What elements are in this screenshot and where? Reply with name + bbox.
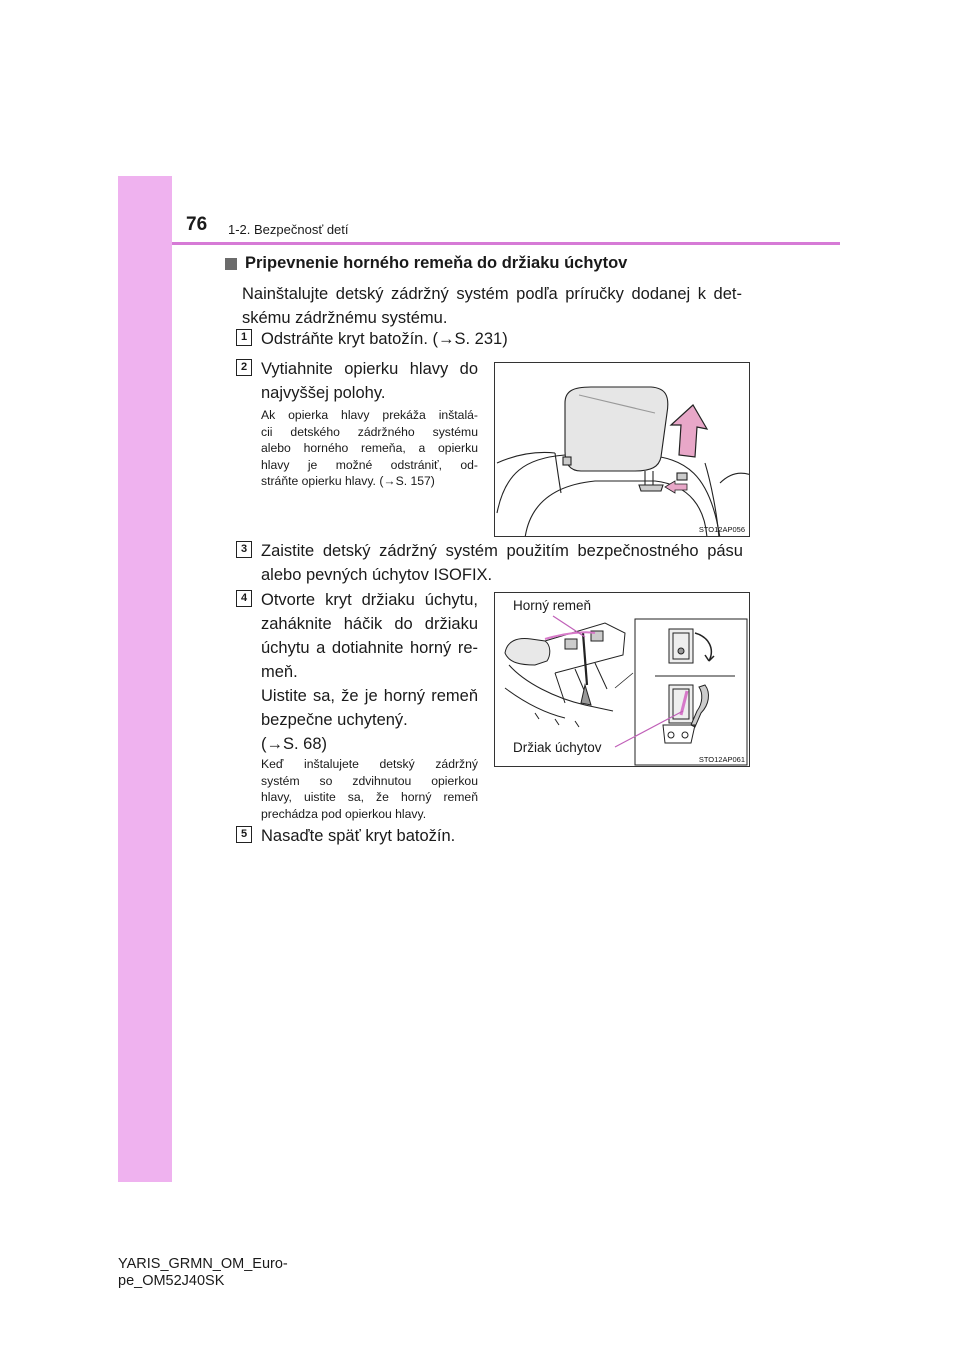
headrest-illustration bbox=[494, 362, 750, 537]
figure-code: STO12AP056 bbox=[698, 525, 745, 534]
document-footer bbox=[118, 1256, 288, 1290]
section-title: 1-2. Bezpečnosť detí bbox=[228, 222, 349, 237]
anchor-illustration bbox=[494, 592, 750, 767]
step-line: Otvorte kryt držiaku úchytu, bbox=[261, 591, 478, 609]
note-line: cii detského zádržného systému bbox=[261, 424, 478, 439]
step-line: najvyššej polohy. bbox=[261, 384, 386, 402]
note-line: Ak opierka hlavy prekáža inštalá- bbox=[261, 408, 478, 422]
step-line: (→S. 68) bbox=[261, 735, 328, 753]
top-tether-strap-label: Horný remeň bbox=[513, 598, 592, 613]
note-line: Keď inštalujete detský zádržný bbox=[261, 757, 478, 771]
figure-code: STO12AP061 bbox=[698, 755, 745, 764]
intro-line: skému zádržnému systému. bbox=[242, 309, 448, 327]
step-5-text: Nasaďte späť kryt batožín. bbox=[261, 827, 456, 845]
note-line: hlavy, uistite sa, že horný remeň bbox=[261, 790, 478, 804]
step-4-text bbox=[261, 588, 478, 756]
step-number-badge: 3 bbox=[236, 541, 252, 558]
note-line: systém so zdvihnutou opierkou bbox=[261, 773, 478, 788]
headrest-drawing bbox=[495, 363, 750, 537]
step-line: meň. bbox=[261, 663, 298, 681]
step-line: alebo pevných úchytov ISOFIX. bbox=[261, 566, 493, 584]
step-number-badge: 5 bbox=[236, 826, 252, 843]
step-line: Uistite sa, že je horný remeň bbox=[261, 687, 478, 705]
step-number-badge: 2 bbox=[236, 359, 252, 376]
step-line: Zaistite detský zádržný systém použitím bezpečnostného pásu bbox=[261, 542, 743, 560]
step-number-badge: 1 bbox=[236, 329, 252, 346]
page-number: 76 bbox=[186, 214, 208, 235]
step-4-note bbox=[261, 756, 478, 822]
step-1-text: Odstráňte kryt batožín. (→S. 231) bbox=[261, 330, 508, 348]
step-line: úchytu a dotiahnite horný re- bbox=[261, 639, 478, 657]
note-line: hlavy je možné odstrániť, od- bbox=[261, 457, 478, 472]
step-2-note bbox=[261, 407, 478, 490]
intro-line: Nainštalujte detský zádržný systém podľa príručky dodanej k det- bbox=[242, 285, 742, 303]
chapter-side-band bbox=[118, 176, 172, 1182]
step-line: zaháknite háčik do držiaku bbox=[261, 615, 478, 633]
footer-line: YARIS_GRMN_OM_Euro- bbox=[118, 1256, 288, 1272]
step-2-text bbox=[261, 357, 478, 405]
footer-line: pe_OM52J40SK bbox=[118, 1273, 225, 1289]
note-line: prechádza pod opierkou hlavy. bbox=[261, 806, 427, 821]
anchor-holder-label: Držiak úchytov bbox=[513, 740, 602, 755]
step-number-badge: 4 bbox=[236, 590, 252, 607]
subsection-heading-text: Pripevnenie horného remeňa do držiaku úchytov bbox=[245, 254, 628, 272]
note-line: stráňte opierku hlavy. (→S. 157) bbox=[261, 474, 435, 488]
square-bullet-icon bbox=[225, 258, 237, 270]
subsection-heading bbox=[225, 254, 627, 273]
step-line: Vytiahnite opierku hlavy do bbox=[261, 360, 478, 378]
header-rule bbox=[172, 242, 840, 245]
step-3-text bbox=[261, 539, 743, 587]
step-line: bezpečne uchytený. bbox=[261, 711, 408, 729]
note-line: alebo horného remeňa, a opierku bbox=[261, 441, 478, 455]
intro-paragraph bbox=[242, 282, 742, 330]
